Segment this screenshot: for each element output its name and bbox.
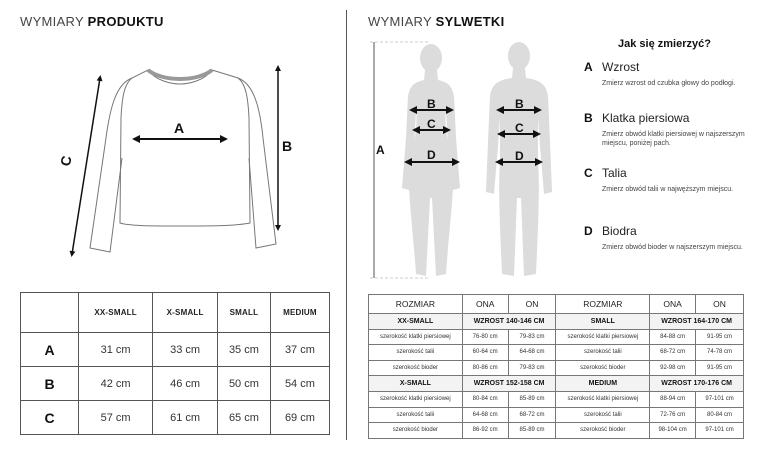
female-c-label: C xyxy=(427,117,436,131)
table-cell: 46 cm xyxy=(153,367,218,401)
measure-name: szerokość talii xyxy=(369,407,463,423)
table-cell: 97-101 cm xyxy=(696,391,744,407)
table-cell: 79-83 cm xyxy=(508,360,556,376)
table-cell: 97-101 cm xyxy=(696,423,744,439)
measure-name: szerokość bioder xyxy=(556,423,650,439)
title-light-text: WYMIARY xyxy=(368,14,436,29)
table-cell: 80-84 cm xyxy=(462,391,508,407)
howto-letter: C xyxy=(584,166,593,180)
table-cell: 57 cm xyxy=(79,401,153,435)
table-cell: 65 cm xyxy=(218,401,271,435)
size-name: MEDIUM xyxy=(556,376,650,392)
table-cell: 33 cm xyxy=(153,333,218,367)
table-cell: 85-89 cm xyxy=(508,391,556,407)
column-header: SMALL xyxy=(218,293,271,333)
height-label: WZROST xyxy=(661,317,694,325)
measure-name: szerokość talii xyxy=(556,407,650,423)
size-name: X-SMALL xyxy=(369,376,463,392)
size-header-row xyxy=(369,314,744,330)
how-to-measure-title: Jak się zmierzyć? xyxy=(618,38,711,50)
table-cell: 50 cm xyxy=(218,367,271,401)
table-row xyxy=(369,391,744,407)
male-d-label: D xyxy=(515,149,524,163)
table-cell: 68-72 cm xyxy=(650,345,696,361)
measure-name: szerokość bioder xyxy=(369,360,463,376)
figure-a-label: A xyxy=(376,143,385,157)
table-row xyxy=(369,407,744,423)
height-label: WZROST xyxy=(473,380,506,388)
height-range xyxy=(650,376,744,392)
table-row xyxy=(21,333,330,367)
table-row xyxy=(21,401,330,435)
section-divider xyxy=(346,10,347,440)
dimension-a-label: A xyxy=(174,120,185,136)
table-cell: 42 cm xyxy=(79,367,153,401)
column-header: ROZMIAR xyxy=(556,295,650,314)
howto-label: Talia xyxy=(602,166,627,180)
table-corner-cell xyxy=(21,293,79,333)
dimension-c-label: C xyxy=(57,154,75,168)
table-cell: 61 cm xyxy=(153,401,218,435)
column-header: ROZMIAR xyxy=(369,295,463,314)
table-cell: 35 cm xyxy=(218,333,271,367)
column-header: X-SMALL xyxy=(153,293,218,333)
column-header: ONA xyxy=(650,295,696,314)
table-cell: 98-104 cm xyxy=(650,423,696,439)
long-sleeve-shirt-diagram xyxy=(50,48,310,268)
column-header: ON xyxy=(508,295,556,314)
table-cell: 92-98 cm xyxy=(650,360,696,376)
measure-name: szerokość klatki piersiowej xyxy=(556,391,650,407)
howto-description: Zmierz obwód bioder w najszerszym miejscu. xyxy=(602,244,743,251)
height-value: 164-170 CM xyxy=(693,317,732,325)
table-row xyxy=(369,329,744,345)
table-cell: 60-64 cm xyxy=(462,345,508,361)
table-cell: 88-94 cm xyxy=(650,391,696,407)
table-cell: 91-95 cm xyxy=(696,360,744,376)
body-size-table xyxy=(368,294,744,439)
table-cell: 64-68 cm xyxy=(508,345,556,361)
table-row xyxy=(21,367,330,401)
measure-name: szerokość talii xyxy=(556,345,650,361)
male-b-label: B xyxy=(515,97,524,111)
table-header-row xyxy=(21,293,330,333)
height-value: 170-176 CM xyxy=(693,380,732,388)
height-label: WZROST xyxy=(661,380,694,388)
size-name: SMALL xyxy=(556,314,650,330)
title-bold-text: PRODUKTU xyxy=(87,14,164,29)
table-cell: 86-92 cm xyxy=(462,423,508,439)
height-range xyxy=(462,314,556,330)
row-label: B xyxy=(21,367,79,401)
table-cell: 76-80 cm xyxy=(462,329,508,345)
table-cell: 80-86 cm xyxy=(462,360,508,376)
title-bold-text: SYLWETKI xyxy=(435,14,505,29)
height-value: 152-158 CM xyxy=(505,380,545,388)
howto-item-hips xyxy=(584,224,754,252)
howto-label: Klatka piersiowa xyxy=(602,111,690,125)
table-cell: 72-76 cm xyxy=(650,407,696,423)
size-name: XX-SMALL xyxy=(369,314,463,330)
table-cell: 54 cm xyxy=(270,367,329,401)
table-row xyxy=(369,360,744,376)
column-header: XX-SMALL xyxy=(79,293,153,333)
table-cell: 68-72 cm xyxy=(508,407,556,423)
measure-name: szerokość talii xyxy=(369,345,463,361)
howto-item-height xyxy=(584,60,754,88)
row-label: A xyxy=(21,333,79,367)
column-header: ON xyxy=(696,295,744,314)
table-cell: 85-89 cm xyxy=(508,423,556,439)
table-cell: 69 cm xyxy=(270,401,329,435)
howto-label: Wzrost xyxy=(602,60,640,74)
howto-description: Zmierz obwód talii w najwęższym miejscu. xyxy=(602,186,734,193)
column-header: ONA xyxy=(462,295,508,314)
height-value: 140-146 CM xyxy=(505,317,545,325)
product-dimensions-title xyxy=(20,14,164,29)
measure-name: szerokość klatki piersiowej xyxy=(369,329,463,345)
table-cell: 31 cm xyxy=(79,333,153,367)
howto-description: Zmierz wzrost od czubka głowy do podłogi. xyxy=(602,80,736,87)
dimension-b-label: B xyxy=(282,138,293,154)
height-label: WZROST xyxy=(473,317,506,325)
body-silhouettes-diagram xyxy=(368,38,568,284)
table-cell: 37 cm xyxy=(270,333,329,367)
title-light-text: WYMIARY xyxy=(20,14,88,29)
table-cell: 74-78 cm xyxy=(696,345,744,361)
table-row xyxy=(369,423,744,439)
howto-letter: A xyxy=(584,60,593,74)
howto-letter: D xyxy=(584,224,593,238)
shirt-outline-icon xyxy=(90,70,276,252)
table-header-row xyxy=(369,295,744,314)
table-cell: 79-83 cm xyxy=(508,329,556,345)
size-header-row xyxy=(369,376,744,392)
howto-item-chest xyxy=(584,111,754,149)
measure-name: szerokość bioder xyxy=(556,360,650,376)
sleeve-measure-line xyxy=(72,78,100,254)
howto-description: Zmierz obwód klatki piersiowej w najszerszym miejscu, poniżej pach. xyxy=(602,131,745,148)
howto-label: Biodra xyxy=(602,224,637,238)
measure-name: szerokość bioder xyxy=(369,423,463,439)
table-cell: 84-88 cm xyxy=(650,329,696,345)
female-b-label: B xyxy=(427,97,436,111)
height-range xyxy=(462,376,556,392)
product-size-table xyxy=(20,292,330,435)
height-range xyxy=(650,314,744,330)
row-label: C xyxy=(21,401,79,435)
female-d-label: D xyxy=(427,148,436,162)
measure-name: szerokość klatki piersiowej xyxy=(556,329,650,345)
table-cell: 91-95 cm xyxy=(696,329,744,345)
howto-item-waist xyxy=(584,166,754,194)
male-c-label: C xyxy=(515,121,524,135)
column-header: MEDIUM xyxy=(270,293,329,333)
howto-letter: B xyxy=(584,111,593,125)
table-cell: 64-68 cm xyxy=(462,407,508,423)
silhouette-dimensions-title xyxy=(368,14,505,29)
measure-name: szerokość klatki piersiowej xyxy=(369,391,463,407)
table-row xyxy=(369,345,744,361)
table-cell: 80-84 cm xyxy=(696,407,744,423)
